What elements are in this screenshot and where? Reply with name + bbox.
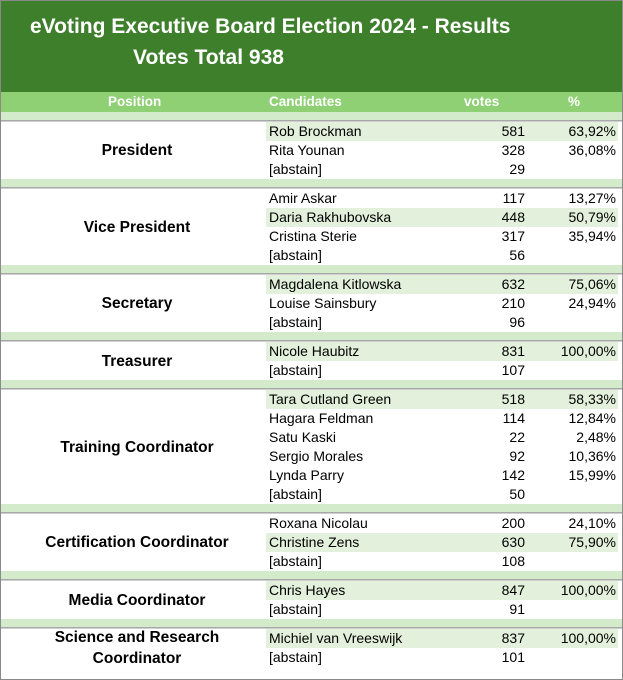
candidate-row (1, 189, 622, 208)
candidate-name: [abstain] (269, 161, 322, 177)
vote-percentage: 75,06% (568, 276, 616, 292)
section-separator (1, 265, 622, 274)
candidate-row (1, 294, 622, 313)
candidate-row (1, 361, 622, 380)
vote-count: 29 (509, 161, 525, 177)
position-section (1, 188, 622, 265)
position-section (1, 628, 622, 667)
vote-count: 22 (509, 429, 525, 445)
candidate-row-winner (1, 342, 622, 361)
position-name: Science and Research Coordinator (54, 629, 220, 667)
candidate-name: [abstain] (269, 362, 322, 378)
vote-count: 101 (501, 649, 525, 665)
candidate-name: Louise Sainsbury (269, 295, 377, 311)
candidate-row-winner (1, 533, 622, 552)
candidate-row-winner (1, 208, 622, 227)
candidate-row-winner (1, 275, 622, 294)
vote-count: 630 (501, 534, 525, 550)
candidate-row-winner (1, 581, 622, 600)
position-name: Media Coordinator (68, 591, 206, 609)
section-separator (1, 332, 622, 341)
vote-percentage: 12,84% (568, 410, 616, 426)
vote-percentage: 24,10% (568, 515, 616, 531)
position-section (1, 513, 622, 571)
column-header-percent: % (568, 94, 581, 109)
vote-count: 448 (501, 209, 525, 225)
position-name: Vice President (83, 218, 191, 236)
position-section (1, 274, 622, 332)
candidate-name: Magdalena Kitlowska (269, 276, 402, 292)
position-section (1, 580, 622, 619)
vote-percentage: 15,99% (568, 467, 616, 483)
candidate-row (1, 246, 622, 265)
position-name: Training Coordinator (60, 438, 214, 456)
vote-percentage: 13,27% (568, 190, 616, 206)
vote-percentage: 50,79% (568, 209, 616, 225)
vote-count: 96 (509, 314, 525, 330)
vote-percentage: 36,08% (568, 142, 616, 158)
vote-percentage: 63,92% (568, 123, 616, 139)
candidate-name: [abstain] (269, 314, 322, 330)
candidate-name: Michiel van Vreeswijk (269, 630, 403, 646)
vote-count: 210 (501, 295, 525, 311)
candidate-row (1, 552, 622, 571)
candidate-name: Roxana Nicolau (269, 515, 368, 531)
page-title: eVoting Executive Board Election 2024 - Results (30, 15, 511, 38)
section-separator (1, 179, 622, 188)
vote-count: 847 (501, 582, 525, 598)
vote-percentage: 100,00% (560, 582, 616, 598)
candidate-row-winner (1, 629, 622, 648)
vote-count: 92 (509, 448, 525, 464)
vote-percentage: 24,94% (568, 295, 616, 311)
candidate-name: Rob Brockman (269, 123, 362, 139)
candidate-name: Tara Cutland Green (269, 391, 392, 407)
vote-percentage: 75,90% (568, 534, 616, 550)
vote-count: 107 (501, 362, 525, 378)
vote-count: 200 (501, 515, 525, 531)
candidate-row (1, 227, 622, 246)
candidate-row (1, 600, 622, 619)
section-separator (1, 380, 622, 389)
candidate-row-winner (1, 122, 622, 141)
position-name: President (101, 142, 173, 159)
candidate-name: [abstain] (269, 601, 322, 617)
position-section (1, 121, 622, 179)
candidate-name: Rita Younan (269, 142, 345, 158)
vote-count: 328 (501, 142, 525, 158)
candidate-name: [abstain] (269, 553, 322, 569)
candidate-row (1, 514, 622, 533)
vote-count: 837 (501, 630, 525, 646)
candidate-row (1, 428, 622, 447)
vote-percentage: 58,33% (568, 391, 616, 407)
position-name: Secretary (101, 295, 173, 312)
position-section (1, 389, 622, 504)
vote-percentage: 35,94% (568, 228, 616, 244)
section-separator (1, 504, 622, 513)
candidate-name: Satu Kaski (269, 429, 336, 445)
candidate-row (1, 466, 622, 485)
position-section (1, 341, 622, 380)
candidate-name: Daria Rakhubovska (269, 209, 392, 225)
candidate-row (1, 485, 622, 504)
vote-percentage: 2,48% (576, 429, 616, 445)
column-header-position: Position (108, 94, 162, 109)
vote-count: 317 (501, 228, 525, 244)
vote-count: 117 (502, 190, 525, 206)
votes-total: Votes Total 938 (133, 46, 284, 69)
candidate-name: Hagara Feldman (269, 410, 374, 426)
column-header-votes: votes (464, 94, 500, 109)
candidate-row (1, 160, 622, 179)
results-table (1, 112, 622, 667)
vote-percentage: 100,00% (560, 630, 616, 646)
column-header-candidates: Candidates (269, 94, 342, 109)
vote-count: 518 (501, 391, 525, 407)
vote-count: 50 (509, 486, 525, 502)
candidate-row (1, 141, 622, 160)
vote-percentage: 10,36% (568, 448, 616, 464)
candidate-name: Sergio Morales (269, 448, 364, 464)
candidate-name: Cristina Sterie (269, 228, 357, 244)
candidate-row (1, 409, 622, 428)
position-name: Certification Coordinator (45, 534, 229, 551)
vote-count: 632 (501, 276, 525, 292)
column-header-row (1, 92, 622, 112)
candidate-row (1, 648, 622, 667)
section-separator (1, 112, 622, 121)
vote-count: 581 (501, 123, 525, 139)
candidate-name: [abstain] (269, 486, 322, 502)
candidate-name: Nicole Haubitz (269, 343, 360, 359)
candidate-name: [abstain] (269, 649, 322, 665)
vote-count: 114 (502, 410, 525, 426)
title-banner (1, 1, 622, 92)
candidate-row-winner (1, 390, 622, 409)
vote-percentage: 100,00% (560, 343, 616, 359)
vote-count: 108 (501, 553, 525, 569)
section-separator (1, 571, 622, 580)
position-name: Treasurer (101, 352, 173, 370)
vote-count: 831 (501, 343, 525, 359)
candidate-name: Chris Hayes (269, 582, 346, 598)
candidate-row (1, 313, 622, 332)
vote-count: 56 (509, 247, 525, 263)
candidate-name: Amir Askar (269, 190, 337, 206)
candidate-row (1, 447, 622, 466)
vote-count: 91 (509, 601, 525, 617)
vote-count: 142 (501, 467, 525, 483)
candidate-name: Christine Zens (269, 534, 360, 550)
candidate-name: [abstain] (269, 247, 322, 263)
candidate-name: Lynda Parry (269, 467, 344, 483)
